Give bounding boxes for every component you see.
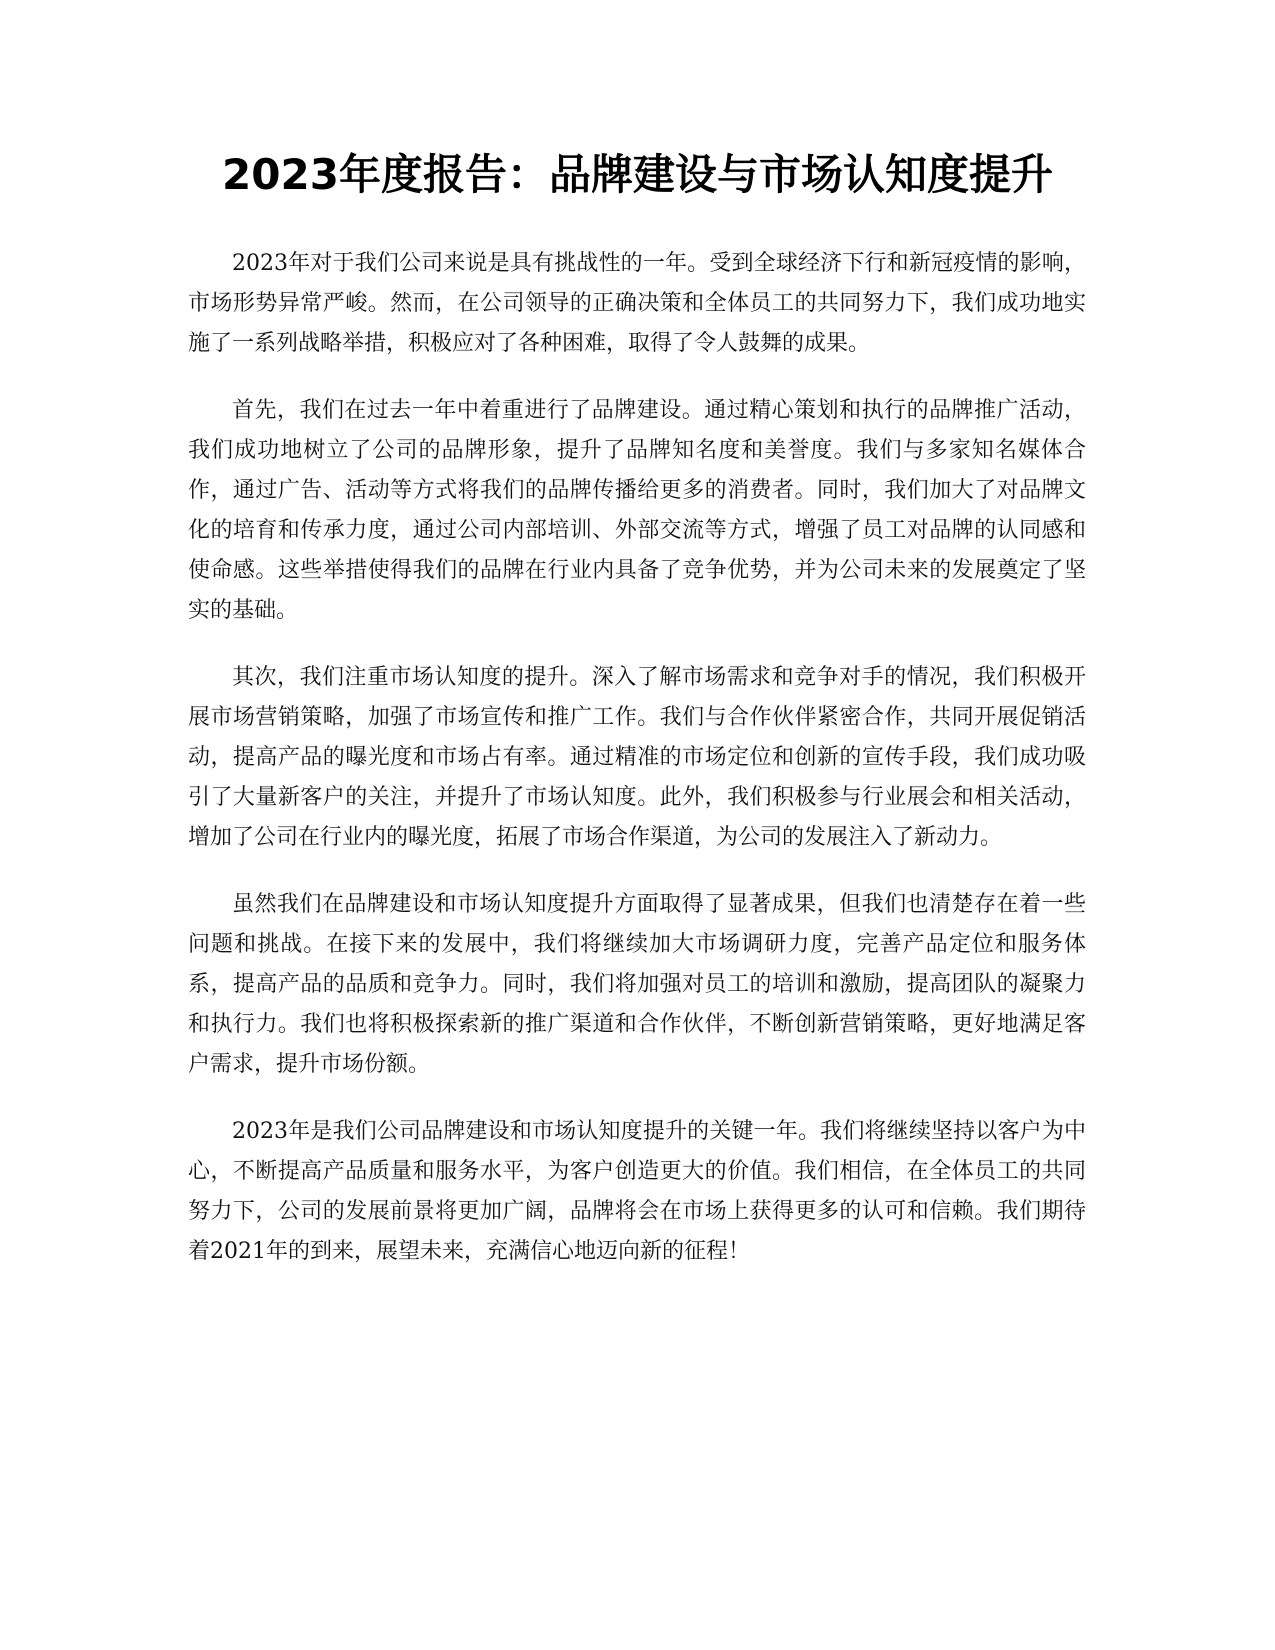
document-body [188, 244, 1086, 1299]
paragraph-1: 2023年对于我们公司来说是具有挑战性的一年。受到全球经济下行和新冠疫情的影响，市场形势异常严峻。然而，在公司领导的正确决策和全体员工的共同努力下，我们成功地实施了一系列战略举措，积极应对了各种困难，取得了令人鼓舞的成果。 [188, 251, 1086, 356]
paragraph-3: 其次，我们注重市场认知度的提升。深入了解市场需求和竞争对手的情况，我们积极开展市场营销策略，加强了市场宣传和推广工作。我们与合作伙伴紧密合作，共同开展促销活动，提高产品的曝光度和市场占有率。通过精准的市场定位和创新的宣传手段，我们成功吸引了大量新客户的关注，并提升了市场认知度。此外，我们积极参与行业展会和相关活动，增加了公司在行业内的曝光度，拓展了市场合作渠道，为公司的发展注入了新动力。 [188, 665, 1086, 850]
document-title: 2023年度报告：品牌建设与市场认知度提升 [222, 150, 1053, 199]
paragraph-5: 2023年是我们公司品牌建设和市场认知度提升的关键一年。我们将继续坚持以客户为中心，不断提高产品质量和服务水平，为客户创造更大的价值。我们相信，在全体员工的共同努力下，公司的发展前景将更加广阔，品牌将会在市场上获得更多的认可和信赖。我们期待着2021年的到来，展望未来，充满信心地迈向新的征程！ [188, 1119, 1086, 1264]
paragraph-2: 首先，我们在过去一年中着重进行了品牌建设。通过精心策划和执行的品牌推广活动，我们成功地树立了公司的品牌形象，提升了品牌知名度和美誉度。我们与多家知名媒体合作，通过广告、活动等方式将我们的品牌传播给更多的消费者。同时，我们加大了对品牌文化的培育和传承力度，通过公司内部培训、外部交流等方式，增强了员工对品牌的认同感和使命感。这些举措使得我们的品牌在行业内具备了竞争优势，并为公司未来的发展奠定了坚实的基础。 [188, 398, 1086, 623]
paragraph-4: 虽然我们在品牌建设和市场认知度提升方面取得了显著成果，但我们也清楚存在着一些问题和挑战。在接下来的发展中，我们将继续加大市场调研力度，完善产品定位和服务体系，提高产品的品质和竞争力。同时，我们将加强对员工的培训和激励，提高团队的凝聚力和执行力。我们也将积极探索新的推广渠道和合作伙伴，不断创新营销策略，更好地满足客户需求，提升市场份额。 [188, 892, 1086, 1077]
